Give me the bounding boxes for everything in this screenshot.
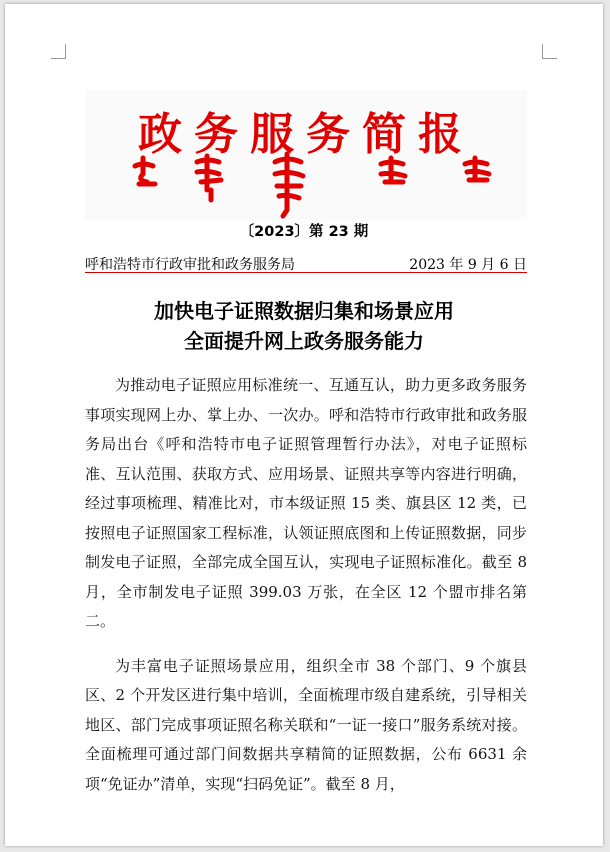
paragraph: 为推动电子证照应用标准统一、互通互认，助力更多政务服务事项实现网上办、掌上办、一次办。呼和浩特市行政审批和政务服务局出台《呼和浩特市电子证照管理暂行办法》，对电子证照标准、互认范围、获取方式、应用场景、证照共享等内容进行明确，经过事项梳理、精准比对，市本级证照 15 类、旗县区 12 类，已按照电子证照国家工程标准，认领证照底图和上传证照数据，同步制发电子证照，全部完成全国互认，实现电子证照标准化。截至 8 月，全市制发电子证照 399.03 万张，在全区 12 个盟市排名第二。 [85,376,527,630]
red-divider [85,272,527,273]
paragraph: 为丰富电子证照场景应用，组织全市 38 个部门、9 个旗县区、2 个开发区进行集中培训，全面梳理市级自建系统，引导相关地区、部门完成事项证照名称关联和“一证一接口”服务系统对接。全面梳理可通过部门间数据共享精简的证照数据，公布 6631 余项“免证办”清单，实现“扫码免证”。截至 8 月， [85,656,527,793]
document-header [85,254,527,274]
crop-mark-top-right [542,44,557,59]
masthead-title: 政务服务简报 [138,109,474,160]
article-title-line-2: 全面提升网上政务服务能力 [184,329,424,353]
issue-date: 2023 年 9 月 6 日 [409,257,527,273]
crop-mark-top-left [51,44,66,59]
article-title-line-1: 加快电子证照数据归集和场景应用 [154,299,454,323]
issue-number: 〔2023〕第 23 期 [239,224,369,240]
article-title [5,296,603,356]
mongolian-script-title [125,150,505,220]
issuing-organization: 呼和浩特市行政审批和政务服务局 [85,257,295,273]
masthead [85,90,527,220]
document-page [5,4,603,846]
article-body [85,371,527,814]
